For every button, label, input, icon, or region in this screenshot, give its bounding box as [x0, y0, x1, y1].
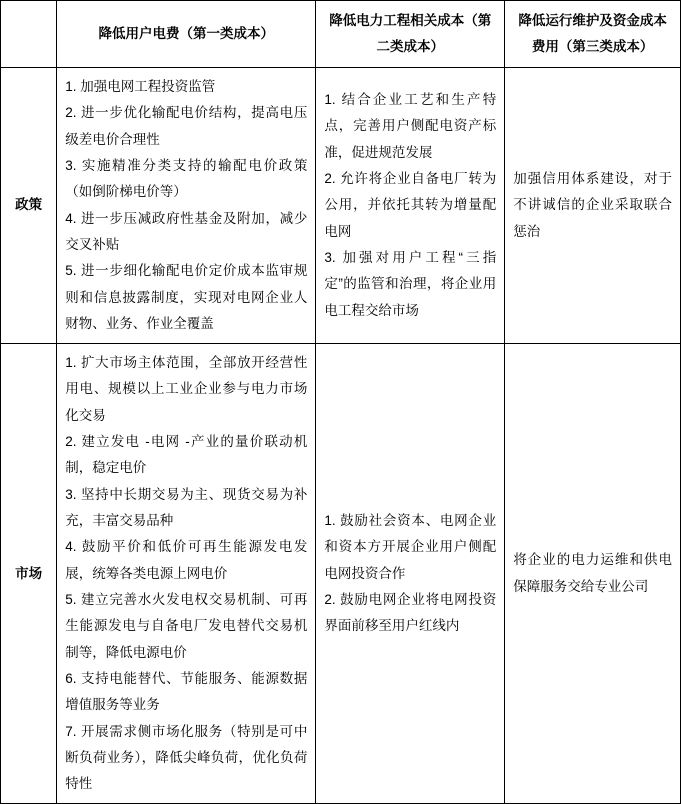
list-item: 3. 加强对用户工程“三指定”的监管和治理，将企业用电工程交给市场: [324, 250, 497, 318]
header-corner-blank: [1, 1, 57, 68]
list-item: 1. 加强电网工程投资监管: [65, 79, 216, 94]
list-item: 1. 扩大市场主体范围，全部放开经营性用电、规模以上工业企业参与电力市场化交易: [65, 355, 308, 423]
row-label-policy: 政策: [1, 68, 57, 344]
list-item: 1. 结合企业工艺和生产特点，完善用户侧配电资产标准，促进规范发展: [324, 92, 497, 160]
cell-policy-first-cost: [57, 68, 316, 344]
list-item: 3. 坚持中长期交易为主、现货交易为补充，丰富交易品种: [65, 486, 308, 528]
table-body: [1, 68, 681, 804]
list-item: 2. 允许将企业自备电厂转为公用，并依托其转为增量配电网: [324, 171, 497, 239]
header-col-second-cost: 降低电力工程相关成本（第二类成本）: [316, 1, 505, 68]
table-row: [1, 68, 681, 344]
list-item: 4. 进一步压减政府性基金及附加，减少交叉补贴: [65, 210, 308, 252]
list-item: 2. 进一步优化输配电价结构，提高电压级差电价合理性: [65, 105, 308, 147]
cell-market-second-cost: [316, 344, 505, 804]
list-item: 6. 支持电能替代、节能服务、能源数据增值服务等业务: [65, 670, 308, 713]
cell-policy-second-cost: [316, 68, 505, 344]
list-item: 加强信用体系建设，对于不讲诚信的企业采取联合惩治: [513, 171, 672, 239]
cell-policy-third-cost: [505, 68, 681, 344]
list-item: 3. 实施精准分类支持的输配电价政策（如倒阶梯电价等）: [65, 157, 308, 200]
list-item: 7. 开展需求侧市场化服务（特别是可中断负荷业务），降低尖峰负荷，优化负荷特性: [65, 723, 308, 792]
header-col-first-cost: 降低用户电费（第一类成本）: [57, 1, 316, 68]
list-item: 5. 进一步细化输配电价定价成本监审规则和信息披露制度，实现对电网企业人财物、业务、作业全覆盖: [65, 263, 308, 331]
header-row: [1, 1, 681, 68]
list-item: 5. 建立完善水火发电权交易机制、可再生能源发电与自备电厂发电替代交易机制等，降低电源电价: [65, 591, 308, 660]
list-item: 2. 建立发电 -电网 -产业的量价联动机制，稳定电价: [65, 434, 308, 476]
cell-market-third-cost: [505, 344, 681, 804]
table-header: [1, 1, 681, 68]
list-item: 2. 鼓励电网企业将电网投资界面前移至用户红线内: [324, 591, 497, 634]
list-item: 将企业的电力运维和供电保障服务交给专业公司: [513, 552, 672, 594]
header-col-third-cost: 降低运行维护及资金成本费用（第三类成本）: [505, 1, 681, 68]
list-item: 1. 鼓励社会资本、电网企业和资本方开展企业用户侧配电网投资合作: [324, 513, 497, 581]
row-label-market: 市场: [1, 344, 57, 804]
table-row: [1, 344, 681, 804]
cell-market-first-cost: [57, 344, 316, 804]
list-item: 4. 鼓励平价和低价可再生能源发电发展，统筹各类电源上网电价: [65, 539, 308, 581]
